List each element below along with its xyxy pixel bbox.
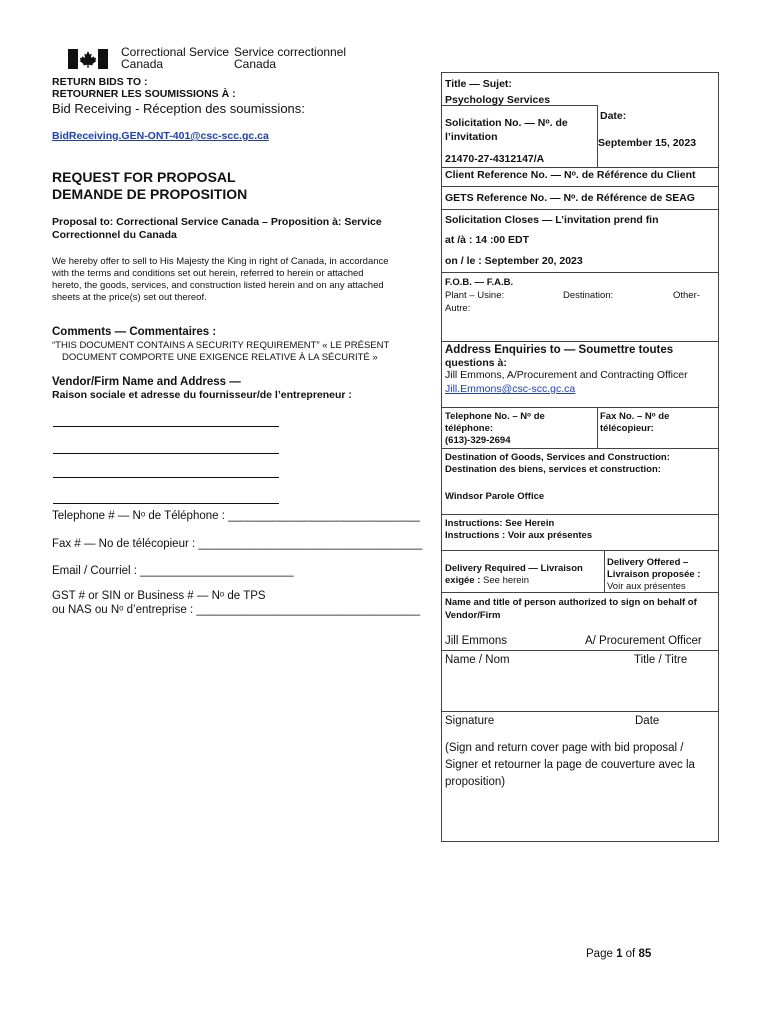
delivery-offered-line1: Delivery Offered – [607, 557, 689, 568]
enquiries-label [445, 344, 673, 370]
department-name-en [121, 46, 229, 70]
proposal-to-line2: Correctionnel du Canada [52, 229, 177, 241]
date-value: September 15, 2023 [598, 137, 697, 149]
comments-text [52, 340, 389, 364]
comments-label: Comments — Commentaires : [52, 326, 217, 338]
destination-label-line2: Destination des biens, services et construction: [445, 464, 661, 475]
telephone-field[interactable]: Telephone # — Nᵒ de Téléphone : ______________________________ [52, 510, 420, 522]
delivery-offered [607, 557, 700, 593]
vendor-label-line1: Vendor/Firm Name and Address — [52, 376, 241, 388]
row-sep [441, 341, 719, 342]
closes-label: Solicitation Closes — L’invitation prend fin [445, 214, 659, 226]
gst-field[interactable] [52, 589, 420, 617]
name-label: Name / Nom [445, 654, 510, 666]
title-label: Title — Sujet: [445, 78, 512, 90]
page-prefix: Page [586, 948, 617, 960]
vendor-label-line2: Raison sociale et adresse du fournisseur/de l’entrepreneur : [52, 389, 352, 401]
fax-field[interactable]: Fax # — No de télécopieur : ___________________________________ [52, 538, 423, 550]
offer-statement [52, 256, 389, 304]
authorized-line1: Name and title of person authorized to sign on behalf of [445, 597, 697, 608]
row-sep [441, 514, 719, 515]
page-current: 1 [616, 948, 623, 960]
gets-reference: GETS Reference No. — Nᵒ. de Référence de SEAG [445, 192, 695, 204]
dept-fr-line2: Canada [234, 57, 277, 71]
solicitation-label [445, 116, 568, 144]
department-name-fr [234, 46, 346, 70]
destination-label [445, 452, 670, 476]
page-total: 85 [638, 948, 652, 960]
col-sep-date [597, 105, 598, 167]
vendor-address-line-2[interactable] [53, 453, 279, 454]
sign-note [445, 740, 695, 791]
person-name: Jill Emmons [445, 635, 507, 647]
page-of: of [622, 948, 639, 960]
dept-en-line1: Correctional Service [121, 45, 230, 59]
return-bids-label [52, 76, 236, 100]
bid-receiving-label: Bid Receiving - Réception des soumissions: [52, 101, 305, 116]
title-label-2: Title / Titre [634, 654, 688, 666]
dept-en-line2: Canada [121, 57, 164, 71]
vendor-address-line-3[interactable] [53, 477, 279, 478]
authorized-line2: Vendor/Firm [445, 610, 501, 621]
fax-label-line2: télécopieur: [600, 423, 654, 434]
col-sep-delivery [604, 550, 605, 592]
row-sep [441, 448, 719, 449]
rfp-title-en: REQUEST FOR PROPOSAL [52, 169, 236, 185]
instructions [445, 518, 592, 542]
client-reference: Client Reference No. — Nᵒ. de Référence du Client [445, 169, 696, 181]
fob-label: F.O.B. — F.A.B. [445, 277, 514, 288]
instructions-line2: Instructions : Voir aux présentes [445, 530, 593, 541]
fob-destination: Destination: [563, 290, 614, 301]
row-sep [441, 186, 719, 187]
title-value: Psychology Services [445, 94, 551, 106]
vendor-address-line-1[interactable] [53, 426, 279, 427]
destination-value: Windsor Parole Office [445, 491, 545, 502]
destination-label-line1: Destination of Goods, Services and Construction: [445, 452, 670, 463]
closes-date: on / le : September 20, 2023 [445, 255, 583, 267]
offer-line4: sheets at the price(s) set out thereof. [52, 292, 207, 303]
row-sep [441, 711, 719, 712]
fax-box [600, 411, 669, 435]
tel-label-line1: Telephone No. – Nᵒ de [445, 411, 545, 422]
bid-receiving-email-link[interactable]: BidReceiving.GEN-ONT-401@csc-scc.gc.ca [52, 130, 269, 142]
proposal-to [52, 216, 382, 242]
delivery-required [445, 563, 583, 587]
enquiries-label-line2: questions à: [445, 357, 507, 369]
enquiries-label-line1: Address Enquiries to — Soumettre toutes [445, 344, 674, 356]
row-sep [441, 209, 719, 210]
name-underline [442, 650, 718, 651]
solicitation-label-line1: Solicitation No. — Nᵒ. de [445, 117, 568, 129]
row-sep [441, 272, 719, 273]
tel-value: (613)-329-2694 [445, 435, 511, 446]
row-sep [441, 550, 719, 551]
signature-date-label[interactable]: Date [635, 715, 660, 727]
telephone-box [445, 411, 545, 447]
person-title: A/ Procurement Officer [585, 635, 702, 647]
return-bids-line2: RETOURNER LES SOUMISSIONS À : [52, 88, 236, 100]
sign-note-line3: proposition) [445, 776, 506, 788]
solicitation-label-line2: l’invitation [445, 131, 498, 143]
enquiries-email-link[interactable]: Jill.Emmons@csc-scc.gc.ca [445, 383, 576, 395]
tel-label-line2: téléphone: [445, 423, 494, 434]
row-sep [441, 407, 719, 408]
email-field[interactable]: Email / Courriel : ________________________ [52, 565, 294, 577]
closes-time: at /à : 14 :00 EDT [445, 234, 530, 246]
rfp-title [52, 169, 247, 203]
comments-line2: DOCUMENT COMPORTE UNE EXIGENCE RELATIVE À LA SÉCURITÉ » [62, 352, 378, 363]
vendor-address-line-4[interactable] [53, 503, 279, 504]
delivery-required-label: exigée : [445, 575, 481, 586]
vendor-label [52, 376, 352, 402]
dept-fr-line1: Service correctionnel [234, 45, 347, 59]
date-label: Date: [600, 110, 627, 122]
fax-label-line1: Fax No. – Nᵒ de [600, 411, 670, 422]
fob-other: Other- [673, 290, 700, 301]
offer-line3: hereto, the goods, services, and construction listed herein and on any attached [52, 280, 384, 291]
col-sep-fax [597, 407, 598, 448]
gst-line2: ou NAS ou Nᵒ d’entreprise : ___________________________________ [52, 604, 421, 616]
sign-note-line2: Signer et retourner la page de couverture avec la [445, 759, 695, 771]
delivery-required-line1: Delivery Required — Livraison [445, 563, 583, 574]
comments-line1: “THIS DOCUMENT CONTAINS A SECURITY REQUIREMENT” « LE PRÉSENT [52, 340, 390, 351]
offer-line2: with the terms and conditions set out herein, referred to herein or attached [52, 268, 364, 279]
canada-flag-logo [68, 49, 108, 69]
offer-line1: We hereby offer to sell to His Majesty the King in right of Canada, in accordance [52, 256, 389, 267]
sign-note-line1: (Sign and return cover page with bid proposal / [445, 742, 684, 754]
delivery-offered-line2: Livraison proposée : [607, 569, 701, 580]
row-sep [441, 167, 719, 168]
instructions-line1: Instructions: See Herein [445, 518, 555, 529]
proposal-to-line1: Proposal to: Correctional Service Canada – Proposition à: Service [52, 216, 382, 228]
delivery-offered-line3: Voir aux présentes [607, 581, 686, 592]
page-number [586, 948, 651, 960]
gst-line1: GST # or SIN or Business # — Nᵒ de TPS [52, 590, 266, 602]
enquiries-contact: Jill Emmons, A/Procurement and Contracting Officer [445, 369, 688, 381]
signature-label[interactable]: Signature [445, 715, 495, 727]
rfp-title-fr: DEMANDE DE PROPOSITION [52, 186, 248, 202]
fob-plant: Plant – Usine: [445, 290, 505, 301]
return-bids-line1: RETURN BIDS TO : [52, 76, 148, 88]
delivery-required-value: See herein [480, 575, 529, 586]
solicitation-number: 21470-27-4312147/A [445, 153, 545, 165]
fob-autre: Autre: [445, 303, 471, 314]
authorized-label [445, 596, 697, 622]
